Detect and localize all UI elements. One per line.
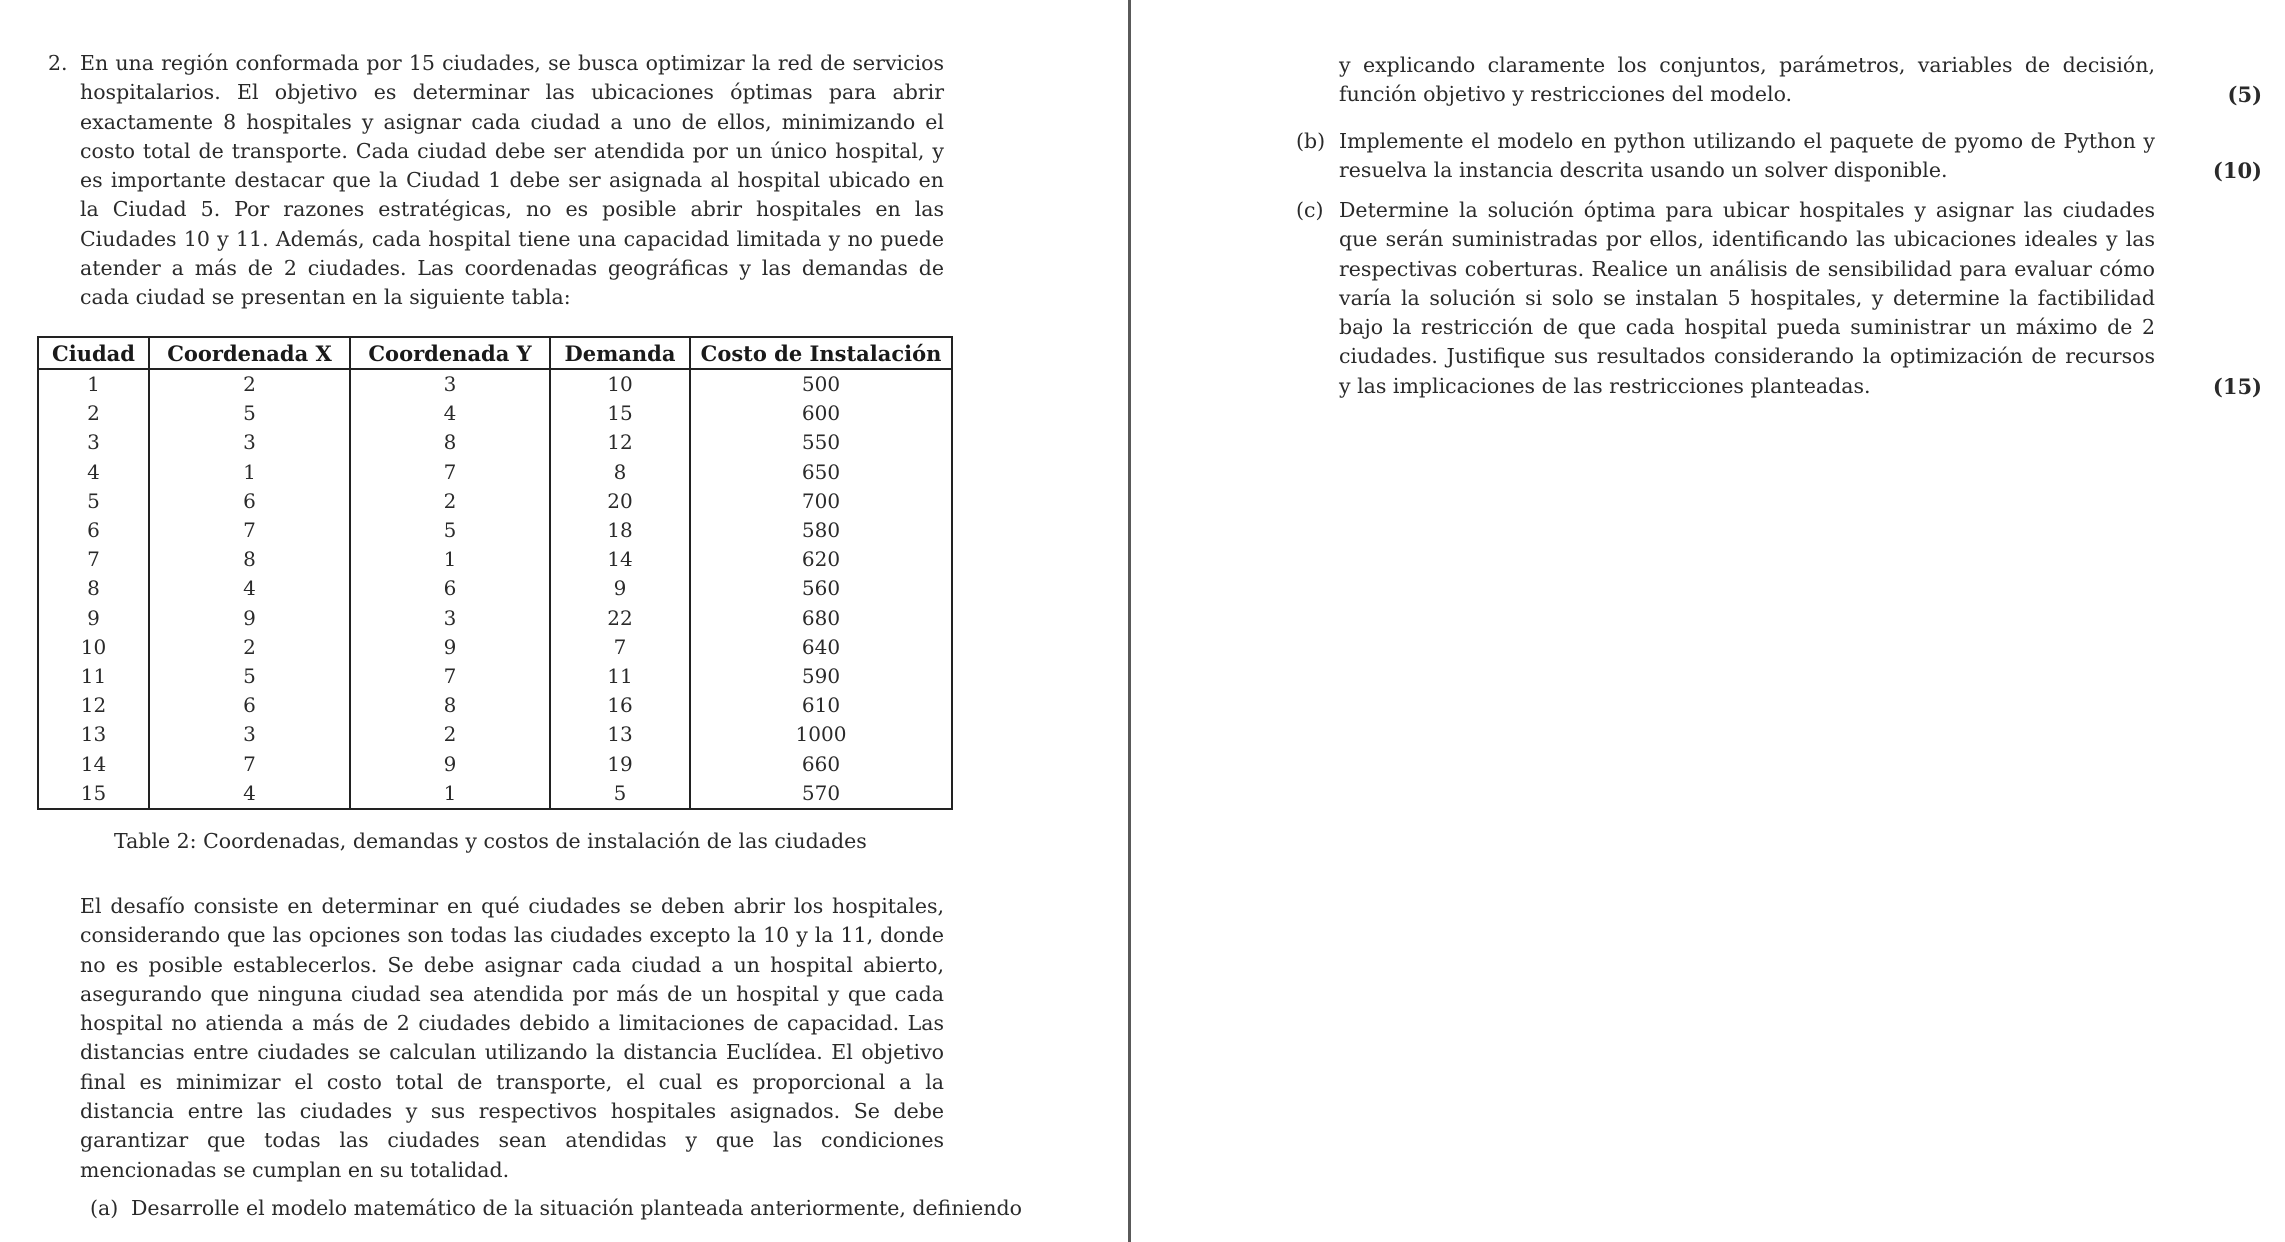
cities-table [37, 336, 953, 810]
cell-coord-x: 6 [149, 487, 350, 516]
cell-demanda: 8 [550, 458, 690, 487]
item-a-text-cont: y explicando claramente los conjuntos, parámetros, variables de decisión, función objetivo y restricciones del modelo. [1339, 53, 2155, 107]
cell-ciudad: 1 [38, 369, 149, 399]
table-row [38, 545, 952, 574]
header-costo: Costo de Instalación [690, 337, 952, 369]
cell-costo: 660 [690, 750, 952, 779]
cell-costo: 500 [690, 369, 952, 399]
cell-demanda: 5 [550, 779, 690, 809]
header-ciudad: Ciudad [38, 337, 149, 369]
question-intro: En una región conformada por 15 ciudades, se busca optimizar la red de servicios hospitalarios. El objetivo es determinar las ubicaciones óptimas para abrir exactamente 8 hospitales y asignar cada ciudad a uno de ellos, minimizando el costo total de transporte. Cada ciudad debe ser atendida por un único hospital, y es importante destacar que la Ciudad 1 debe ser asignada al hospital ubicado en la Ciudad 5. Por razones estratégicas, no es posible abrir hospitales en las Ciudades 10 y 11. Además, cada hospital tiene una capacidad limitada y no puede atender a más de 2 ciudades. Las coordenadas geográficas y las demandas de cada ciudad se presentan en la siguiente tabla: [80, 51, 944, 310]
cell-coord-x: 2 [149, 633, 350, 662]
item-a-text-start: Desarrolle el modelo matemático de la situación planteada anteriormente, definiendo [131, 1196, 1022, 1220]
item-b-points: (10) [2212, 158, 2262, 183]
cell-demanda: 22 [550, 604, 690, 633]
cell-demanda: 20 [550, 487, 690, 516]
cell-coord-x: 4 [149, 779, 350, 809]
cell-coord-y: 8 [350, 428, 550, 457]
cell-coord-x: 9 [149, 604, 350, 633]
item-b-text: Implemente el modelo en python utilizando el paquete de pyomo de Python y resuelva la instancia descrita usando un solver disponible. [1339, 129, 2155, 183]
cell-costo: 560 [690, 574, 952, 603]
cell-coord-y: 8 [350, 691, 550, 720]
cell-coord-x: 2 [149, 369, 350, 399]
cell-coord-x: 7 [149, 516, 350, 545]
cell-coord-y: 2 [350, 487, 550, 516]
left-page [0, 0, 1128, 1242]
header-demanda: Demanda [550, 337, 690, 369]
table-row [38, 487, 952, 516]
cell-coord-x: 1 [149, 458, 350, 487]
table-row [38, 662, 952, 691]
cell-demanda: 11 [550, 662, 690, 691]
item-c-label: (c) [1296, 198, 1324, 222]
cell-costo: 590 [690, 662, 952, 691]
table-row [38, 779, 952, 809]
item-a-points: (5) [2227, 82, 2262, 107]
table-caption: Table 2: Coordenadas, demandas y costos de instalación de las ciudades [114, 829, 867, 853]
cell-demanda: 19 [550, 750, 690, 779]
cell-coord-y: 4 [350, 399, 550, 428]
cell-coord-x: 6 [149, 691, 350, 720]
cell-coord-y: 7 [350, 662, 550, 691]
right-page [1134, 0, 2285, 1242]
cell-costo: 600 [690, 399, 952, 428]
header-coord-x: Coordenada X [149, 337, 350, 369]
table-body [38, 369, 952, 809]
cell-ciudad: 11 [38, 662, 149, 691]
cell-coord-y: 1 [350, 779, 550, 809]
cell-coord-y: 2 [350, 720, 550, 749]
cell-ciudad: 12 [38, 691, 149, 720]
table-row [38, 574, 952, 603]
cell-coord-y: 9 [350, 633, 550, 662]
item-c-text: Determine la solución óptima para ubicar hospitales y asignar las ciudades que serán suministradas por ellos, identificando las ubicaciones ideales y las respectivas coberturas. Realice un análisis de sensibilidad para evaluar cómo varía la solución si solo se instalan 5 hospitales, y determine la factibilidad bajo la restricción de que cada hospital pueda suministrar un máximo de 2 ciudades. Justifique sus resultados considerando la optimización de recursos y las implicaciones de las restricciones planteadas. [1339, 198, 2155, 398]
cell-demanda: 13 [550, 720, 690, 749]
cell-demanda: 18 [550, 516, 690, 545]
cell-costo: 610 [690, 691, 952, 720]
table-header-row [38, 337, 952, 369]
cell-demanda: 10 [550, 369, 690, 399]
cell-ciudad: 5 [38, 487, 149, 516]
cell-ciudad: 9 [38, 604, 149, 633]
cell-coord-y: 3 [350, 604, 550, 633]
header-coord-y: Coordenada Y [350, 337, 550, 369]
cell-coord-x: 3 [149, 428, 350, 457]
table-row [38, 604, 952, 633]
cell-coord-x: 7 [149, 750, 350, 779]
page-divider [1128, 0, 1131, 1242]
cell-coord-y: 1 [350, 545, 550, 574]
table-row [38, 720, 952, 749]
cell-costo: 1000 [690, 720, 952, 749]
table-row [38, 516, 952, 545]
cell-coord-x: 3 [149, 720, 350, 749]
cell-ciudad: 7 [38, 545, 149, 574]
item-b-label: (b) [1296, 129, 1326, 153]
cell-coord-y: 3 [350, 369, 550, 399]
cell-demanda: 15 [550, 399, 690, 428]
question-number: 2. [48, 51, 68, 75]
cell-demanda: 9 [550, 574, 690, 603]
cell-ciudad: 13 [38, 720, 149, 749]
cell-coord-y: 5 [350, 516, 550, 545]
cell-costo: 640 [690, 633, 952, 662]
cell-ciudad: 15 [38, 779, 149, 809]
cell-costo: 570 [690, 779, 952, 809]
item-a-label: (a) [90, 1196, 119, 1220]
cell-coord-y: 7 [350, 458, 550, 487]
cell-coord-x: 5 [149, 662, 350, 691]
cell-costo: 620 [690, 545, 952, 574]
table-row [38, 691, 952, 720]
cell-coord-x: 5 [149, 399, 350, 428]
cell-costo: 680 [690, 604, 952, 633]
cell-ciudad: 8 [38, 574, 149, 603]
cell-ciudad: 3 [38, 428, 149, 457]
table-row [38, 750, 952, 779]
cell-demanda: 7 [550, 633, 690, 662]
cell-ciudad: 6 [38, 516, 149, 545]
cell-coord-y: 6 [350, 574, 550, 603]
cell-coord-x: 4 [149, 574, 350, 603]
cell-ciudad: 14 [38, 750, 149, 779]
cell-ciudad: 4 [38, 458, 149, 487]
cell-coord-y: 9 [350, 750, 550, 779]
cell-demanda: 14 [550, 545, 690, 574]
cell-ciudad: 2 [38, 399, 149, 428]
item-c-points: (15) [2212, 374, 2262, 399]
table-row [38, 633, 952, 662]
cell-demanda: 12 [550, 428, 690, 457]
cell-ciudad: 10 [38, 633, 149, 662]
cell-coord-x: 8 [149, 545, 350, 574]
cell-costo: 700 [690, 487, 952, 516]
table-row [38, 428, 952, 457]
table-row [38, 399, 952, 428]
cell-demanda: 16 [550, 691, 690, 720]
cell-costo: 580 [690, 516, 952, 545]
question-body: El desafío consiste en determinar en qué ciudades se deben abrir los hospitales, considerando que las opciones son todas las ciudades excepto la 10 y la 11, donde no es posible establecerlos. Se debe asignar cada ciudad a un hospital abierto, asegurando que ninguna ciudad sea atendida por más de un hospital y que cada hospital no atienda a más de 2 ciudades debido a limitaciones de capacidad. Las distancias entre ciudades se calculan utilizando la distancia Euclídea. El objetivo final es minimizar el costo total de transporte, el cual es proporcional a la distancia entre las ciudades y sus respectivos hospitales asignados. Se debe garantizar que todas las ciudades sean atendidas y que las condiciones mencionadas se cumplan en su totalidad. [80, 894, 944, 1182]
table-row [38, 458, 952, 487]
cell-costo: 550 [690, 428, 952, 457]
table-row [38, 369, 952, 399]
cell-costo: 650 [690, 458, 952, 487]
